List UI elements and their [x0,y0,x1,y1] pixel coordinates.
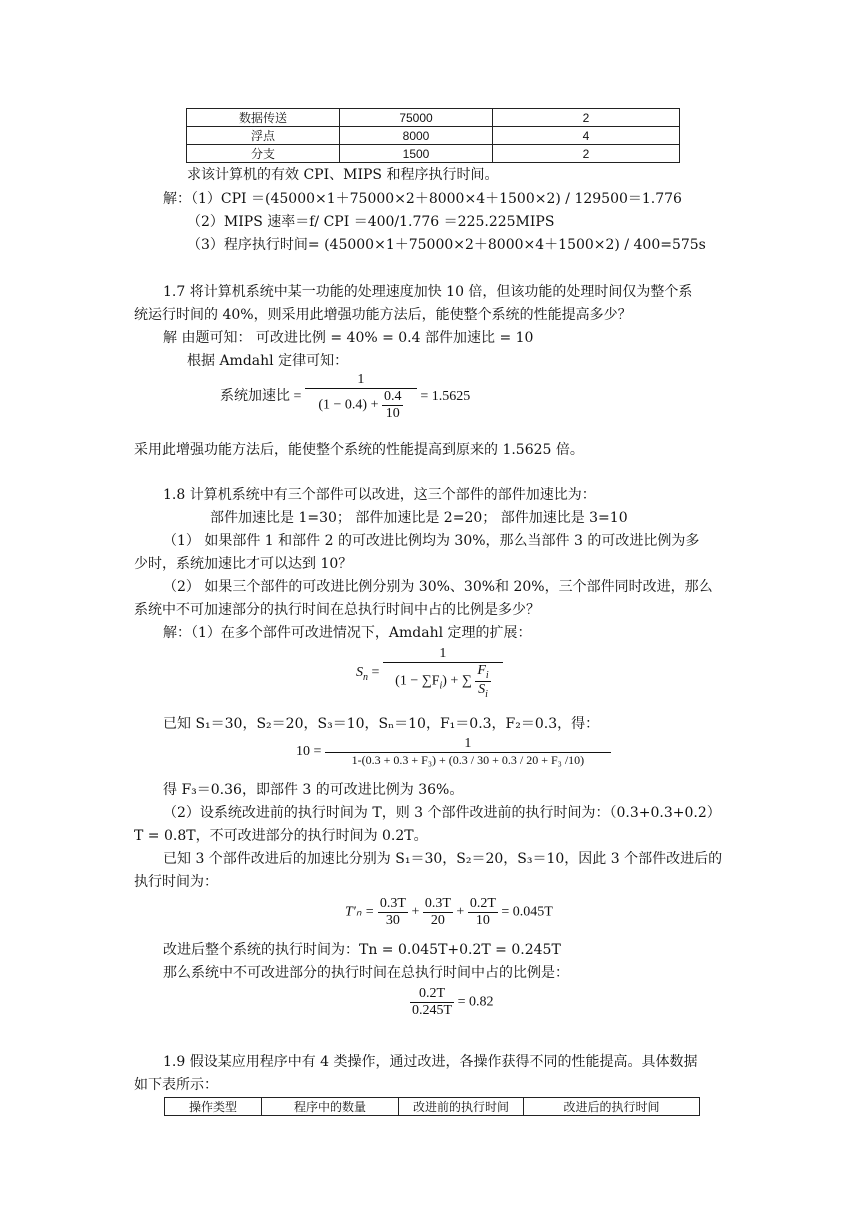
question-text: （1） 如果部件 1 和部件 2 的可改进比例均为 30%，那么当部件 3 的可改进比例为多 [163,533,700,549]
table-header-cell: 改进后的执行时间 [524,1098,700,1116]
answer-line: 解：（1）在多个部件可改进情况下，Amdahl 定理的扩展： [163,625,532,641]
table-cell: 2 [493,109,680,127]
question-text: 1.8 计算机系统中有三个部件可以改进，这三个部件的部件加速比为： [163,487,596,503]
denominator-part: (1 − ∑F [395,673,440,689]
answer-line: （2）MIPS 速率＝f/ CPI ＝400/1.776 ＝225.225MIPS [187,214,555,230]
question-text: 统运行时间的 40%，则采用此增强功能方法后，能使整个系统的性能提高多少？ [134,307,632,323]
formula-symbol: S [356,665,363,681]
denominator [305,389,417,422]
question-text: 系统中不可加速部分的执行时间在总执行时间中占的比例是多少？ [134,602,540,618]
question-text: 如下表所示： [134,1077,218,1093]
table-cell: 数据传送 [187,109,340,127]
denominator: 20 [430,913,445,928]
table-cell: 4 [493,127,680,145]
question-text: 1.9 假设某应用程序中有 4 类操作，通过改进，各操作获得不同的性能提高。具体数据 [163,1054,698,1070]
denominator-part: ) + ∑ [442,673,472,689]
denominator [475,682,490,700]
table-row [187,127,680,145]
answer-line: T = 0.8T，不可改进部分的执行时间为 0.2T。 [134,828,428,844]
question-text: 求该计算机的有效 CPI、MIPS 和程序执行时间。 [187,167,499,183]
table-cell: 2 [493,145,680,163]
table-cell: 75000 [340,109,493,127]
fraction [382,389,404,422]
question-text: （2） 如果三个部件的可改进比例分别为 30%、30%和 20%，三个部件同时改进，那么 [163,579,713,595]
formula-label: 系统加速比 [220,388,290,405]
table-row [187,145,680,163]
formula-solve-f3 [296,736,611,768]
fraction [423,896,453,929]
table-header-cell: 程序中的数量 [262,1098,399,1116]
numerator: 1 [383,646,503,663]
answer-line: 根据 Amdahl 定律可知： [187,353,349,369]
formula-subscript: n [363,671,368,683]
operations-table [186,108,680,163]
table-cell: 8000 [340,127,493,145]
table-header-cell: 操作类型 [165,1098,262,1116]
formula-symbol: F [477,663,486,678]
formula-tn: T′ₙ = $\frac{0.3T}{30}$ + $\frac{0.3T}{20}$ + $\frac{0.2T}{10}$ = 0.045T [345,896,553,928]
numerator: 1 [325,736,611,753]
answer-line: 那么系统中不可改进部分的执行时间在总执行时间中占的比例是： [163,965,569,981]
formula-result: = 0.045T [501,904,553,920]
table-header-row [165,1098,700,1116]
formula-subscript: i [439,680,443,692]
formula-symbol: S [478,681,486,697]
question-text: 少时，系统加速比才可以达到 10？ [134,556,353,572]
formula-subscript: i [485,669,489,681]
answer-line: 解：（1）CPI ＝(45000×1＋75000×2＋8000×4＋1500×2) / 129500＝1.776 [163,191,682,207]
question-text: 部件加速比是 1=30； 部件加速比是 2=20； 部件加速比是 3=10 [210,510,628,526]
numerator [475,663,490,682]
formula-amdahl-extended: $S_n$ = 1 $(1 - \sum F_i)$ + ∑ $\frac{F_i}{S_i}$ [356,646,503,700]
answer-line: 解 由题可知： 可改进比例 = 40% = 0.4 部件加速比 = 10 [163,330,534,346]
numerator: 0.4 [383,389,402,404]
answer-line: 执行时间为： [134,874,218,890]
table-header-cell: 改进前的执行时间 [399,1098,524,1116]
fraction [305,372,417,422]
formula-amdahl: 系统加速比 = 1 (1 − 0.4) + $\frac{0.4}{10}$ = 1.5625 [220,372,471,421]
answer-line: 得 F₃＝0.36，即部件 3 的可改进比例为 36%。 [163,782,464,798]
formula-lhs: 10 = [296,744,322,760]
table-cell: 分支 [187,145,340,163]
table-row [187,109,680,127]
answer-line: （2）设系统改进前的执行时间为 T，则 3 个部件改进前的执行时间为：（0.3+0.3+0.2） [163,805,721,821]
fraction [378,896,408,929]
formula-ratio [410,986,493,1019]
denominator: 30 [385,913,400,928]
answer-line: 已知 3 个部件改进后的加速比分别为 S₁＝30，S₂＝20，S₃＝10，因此 3 个部件改进后的 [163,851,723,867]
answer-line: 改进后整个系统的执行时间为：Tn = 0.045T+0.2T = 0.245T [163,942,561,958]
denominator-part: (1 − 0.4) + [318,397,379,413]
fraction [410,986,454,1019]
numerator: 1 [305,372,417,389]
numerator: 0.3T [424,896,451,911]
denominator: 1-(0.3 + 0.3 + F₃) + (0.3 / 30 + 0.3 / 20 + F₃ /10) [351,753,585,767]
formula-result: = 1.5625 [420,389,471,405]
numerator: 0.3T [379,896,406,911]
denominator: 10 [475,913,490,928]
denominator: 0.245T [412,1003,453,1018]
fraction [468,896,498,929]
answer-line: （3）程序执行时间= (45000×1＋75000×2＋8000×4＋1500×2) / 400=575s [187,237,706,253]
formula-subscript: i [485,688,488,700]
table-cell: 1500 [340,145,493,163]
fraction [475,663,490,700]
formula-result: = 0.82 [457,994,494,1010]
fraction [383,646,503,700]
fraction [325,736,611,768]
numerator: 0.2T [410,986,454,1003]
numerator: 0.2T [469,896,496,911]
answer-line: 已知 S₁＝30，S₂＝20，S₃＝10，Sₙ＝10，F₁＝0.3，F₂＝0.3，得： [163,716,600,732]
operations-improvement-table [164,1097,700,1116]
denominator: 10 [385,406,400,421]
table-cell: 浮点 [187,127,340,145]
denominator [383,663,503,700]
conclusion-text: 采用此增强功能方法后，能使整个系统的性能提高到原来的 1.5625 倍。 [134,442,584,458]
formula-lhs: T′ₙ = [345,904,375,920]
question-text: 1.7 将计算机系统中某一功能的处理速度加快 10 倍，但该功能的处理时间仅为整个系 [163,284,693,300]
